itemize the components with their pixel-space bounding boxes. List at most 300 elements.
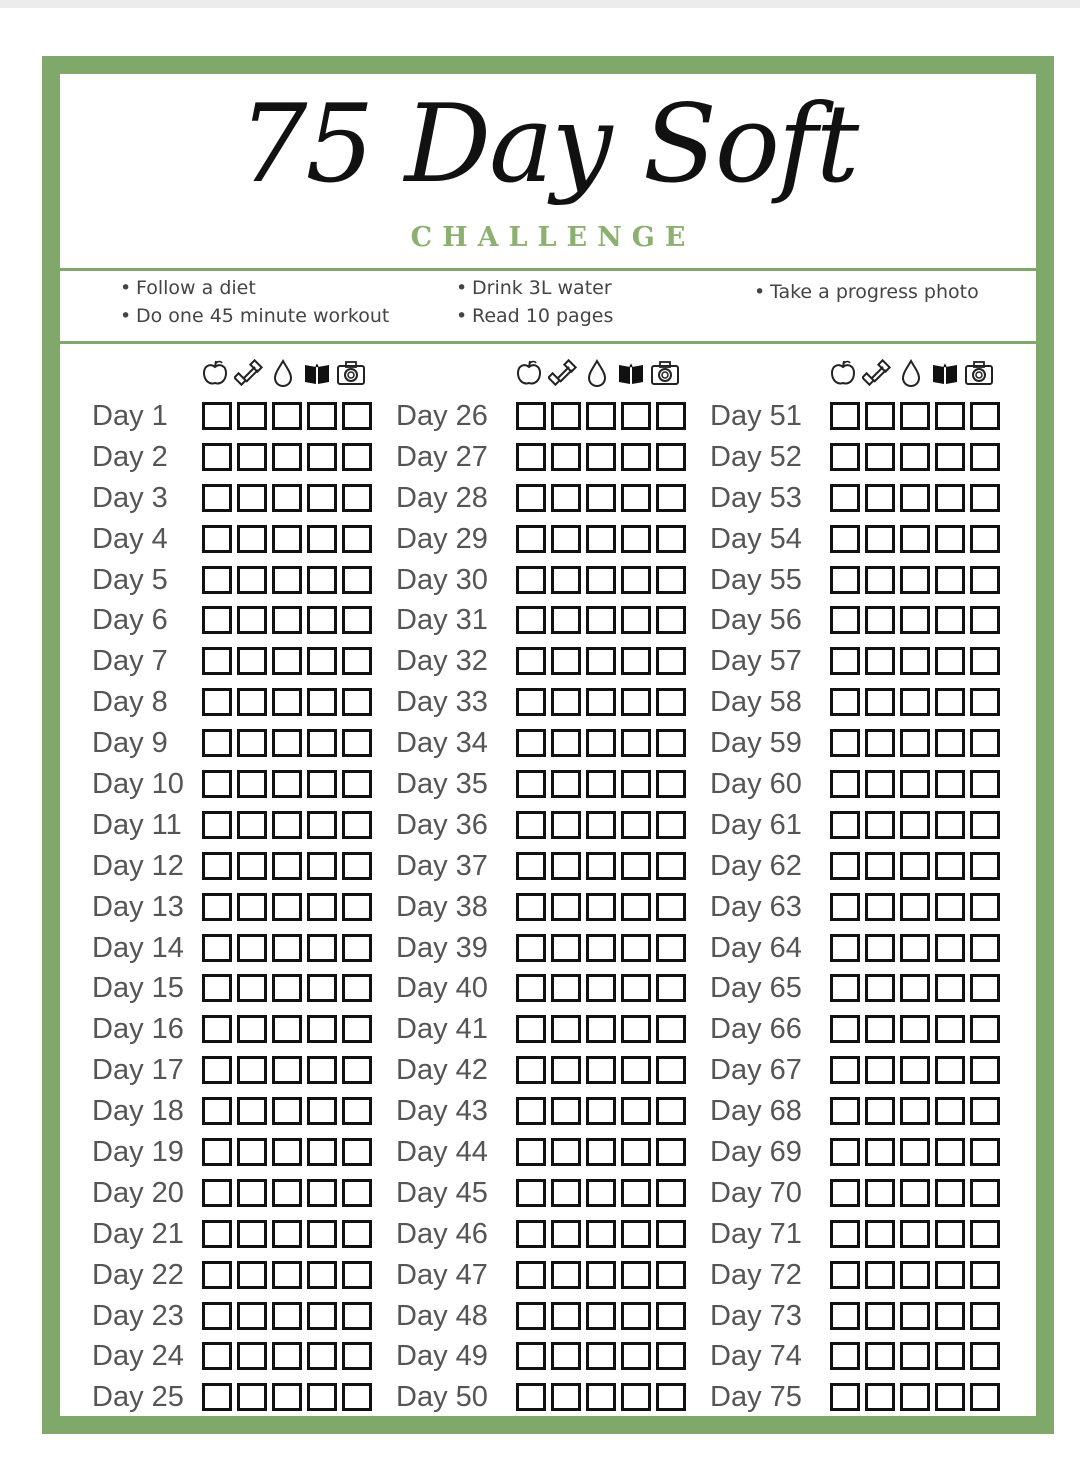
checkbox-dumbbell[interactable] [551,402,581,430]
checkbox-apple[interactable] [202,443,232,471]
checkbox-book[interactable] [935,1179,965,1207]
checkbox-water-drop[interactable] [586,443,616,471]
checkbox-camera[interactable] [342,1097,372,1125]
checkbox-water-drop[interactable] [900,729,930,757]
checkbox-book[interactable] [307,484,337,512]
checkbox-apple[interactable] [516,402,546,430]
checkbox-dumbbell[interactable] [237,974,267,1002]
checkbox-apple[interactable] [202,1342,232,1370]
checkbox-water-drop[interactable] [586,852,616,880]
checkbox-apple[interactable] [830,443,860,471]
checkbox-book[interactable] [935,1138,965,1166]
checkbox-water-drop[interactable] [900,484,930,512]
checkbox-dumbbell[interactable] [865,1138,895,1166]
checkbox-water-drop[interactable] [586,811,616,839]
checkbox-water-drop[interactable] [900,934,930,962]
checkbox-dumbbell[interactable] [551,1383,581,1411]
checkbox-camera[interactable] [656,934,686,962]
checkbox-book[interactable] [621,729,651,757]
checkbox-camera[interactable] [342,566,372,594]
checkbox-water-drop[interactable] [900,1097,930,1125]
checkbox-water-drop[interactable] [900,1342,930,1370]
checkbox-book[interactable] [307,1015,337,1043]
checkbox-book[interactable] [935,1097,965,1125]
checkbox-dumbbell[interactable] [551,1179,581,1207]
checkbox-book[interactable] [935,852,965,880]
checkbox-apple[interactable] [516,566,546,594]
checkbox-dumbbell[interactable] [551,934,581,962]
checkbox-apple[interactable] [516,1302,546,1330]
checkbox-apple[interactable] [202,1138,232,1166]
checkbox-dumbbell[interactable] [551,770,581,798]
checkbox-book[interactable] [307,443,337,471]
checkbox-camera[interactable] [342,688,372,716]
checkbox-apple[interactable] [830,1302,860,1330]
checkbox-apple[interactable] [830,1179,860,1207]
checkbox-book[interactable] [935,893,965,921]
checkbox-water-drop[interactable] [586,566,616,594]
checkbox-camera[interactable] [970,484,1000,512]
checkbox-water-drop[interactable] [900,852,930,880]
checkbox-dumbbell[interactable] [865,729,895,757]
checkbox-book[interactable] [935,811,965,839]
checkbox-apple[interactable] [202,688,232,716]
checkbox-water-drop[interactable] [272,443,302,471]
checkbox-dumbbell[interactable] [865,1302,895,1330]
checkbox-dumbbell[interactable] [551,606,581,634]
checkbox-camera[interactable] [970,1261,1000,1289]
checkbox-book[interactable] [621,566,651,594]
checkbox-dumbbell[interactable] [865,811,895,839]
checkbox-camera[interactable] [970,1220,1000,1248]
checkbox-camera[interactable] [656,1138,686,1166]
checkbox-camera[interactable] [342,1056,372,1084]
checkbox-dumbbell[interactable] [237,1383,267,1411]
checkbox-camera[interactable] [970,1383,1000,1411]
checkbox-apple[interactable] [202,1220,232,1248]
checkbox-dumbbell[interactable] [237,525,267,553]
checkbox-dumbbell[interactable] [237,566,267,594]
checkbox-water-drop[interactable] [900,811,930,839]
checkbox-book[interactable] [935,484,965,512]
checkbox-water-drop[interactable] [900,770,930,798]
checkbox-water-drop[interactable] [900,893,930,921]
checkbox-apple[interactable] [202,1015,232,1043]
checkbox-water-drop[interactable] [272,1179,302,1207]
checkbox-dumbbell[interactable] [551,729,581,757]
checkbox-apple[interactable] [830,688,860,716]
checkbox-book[interactable] [307,1261,337,1289]
checkbox-camera[interactable] [656,770,686,798]
checkbox-water-drop[interactable] [272,934,302,962]
checkbox-apple[interactable] [830,647,860,675]
checkbox-book[interactable] [621,484,651,512]
checkbox-book[interactable] [935,688,965,716]
checkbox-camera[interactable] [656,1015,686,1043]
checkbox-dumbbell[interactable] [237,647,267,675]
checkbox-water-drop[interactable] [586,1015,616,1043]
checkbox-apple[interactable] [516,525,546,553]
checkbox-water-drop[interactable] [900,606,930,634]
checkbox-water-drop[interactable] [586,893,616,921]
checkbox-water-drop[interactable] [900,1015,930,1043]
checkbox-dumbbell[interactable] [551,1342,581,1370]
checkbox-book[interactable] [307,606,337,634]
checkbox-water-drop[interactable] [586,729,616,757]
checkbox-dumbbell[interactable] [237,770,267,798]
checkbox-camera[interactable] [656,1220,686,1248]
checkbox-camera[interactable] [970,893,1000,921]
checkbox-water-drop[interactable] [900,1138,930,1166]
checkbox-book[interactable] [621,1138,651,1166]
checkbox-apple[interactable] [516,1220,546,1248]
checkbox-dumbbell[interactable] [865,566,895,594]
checkbox-camera[interactable] [342,1302,372,1330]
checkbox-apple[interactable] [202,484,232,512]
checkbox-dumbbell[interactable] [237,893,267,921]
checkbox-water-drop[interactable] [586,484,616,512]
checkbox-camera[interactable] [342,606,372,634]
checkbox-water-drop[interactable] [272,811,302,839]
checkbox-water-drop[interactable] [900,1383,930,1411]
checkbox-apple[interactable] [516,1261,546,1289]
checkbox-water-drop[interactable] [586,1097,616,1125]
checkbox-book[interactable] [621,402,651,430]
checkbox-camera[interactable] [970,1342,1000,1370]
checkbox-dumbbell[interactable] [865,1056,895,1084]
checkbox-water-drop[interactable] [586,974,616,1002]
checkbox-apple[interactable] [830,402,860,430]
checkbox-book[interactable] [935,647,965,675]
checkbox-apple[interactable] [830,1383,860,1411]
checkbox-camera[interactable] [342,647,372,675]
checkbox-apple[interactable] [516,934,546,962]
checkbox-camera[interactable] [970,934,1000,962]
checkbox-book[interactable] [621,893,651,921]
checkbox-dumbbell[interactable] [865,893,895,921]
checkbox-camera[interactable] [656,443,686,471]
checkbox-apple[interactable] [202,402,232,430]
checkbox-camera[interactable] [970,1015,1000,1043]
checkbox-apple[interactable] [516,811,546,839]
checkbox-water-drop[interactable] [900,443,930,471]
checkbox-camera[interactable] [970,1056,1000,1084]
checkbox-apple[interactable] [830,1056,860,1084]
checkbox-book[interactable] [307,852,337,880]
checkbox-camera[interactable] [970,974,1000,1002]
checkbox-water-drop[interactable] [586,1261,616,1289]
checkbox-apple[interactable] [830,484,860,512]
checkbox-apple[interactable] [516,1383,546,1411]
checkbox-apple[interactable] [830,566,860,594]
checkbox-camera[interactable] [342,443,372,471]
checkbox-book[interactable] [307,1342,337,1370]
checkbox-dumbbell[interactable] [865,484,895,512]
checkbox-book[interactable] [307,811,337,839]
checkbox-camera[interactable] [342,484,372,512]
checkbox-camera[interactable] [656,893,686,921]
checkbox-apple[interactable] [516,1179,546,1207]
checkbox-dumbbell[interactable] [237,1056,267,1084]
checkbox-water-drop[interactable] [272,647,302,675]
checkbox-water-drop[interactable] [586,1220,616,1248]
checkbox-camera[interactable] [656,688,686,716]
checkbox-book[interactable] [935,770,965,798]
checkbox-book[interactable] [307,566,337,594]
checkbox-water-drop[interactable] [586,688,616,716]
checkbox-camera[interactable] [342,893,372,921]
checkbox-book[interactable] [621,688,651,716]
checkbox-dumbbell[interactable] [551,1097,581,1125]
checkbox-dumbbell[interactable] [865,934,895,962]
checkbox-book[interactable] [621,1383,651,1411]
checkbox-apple[interactable] [830,1220,860,1248]
checkbox-dumbbell[interactable] [551,811,581,839]
checkbox-apple[interactable] [202,525,232,553]
checkbox-camera[interactable] [656,1261,686,1289]
checkbox-camera[interactable] [656,1056,686,1084]
checkbox-book[interactable] [935,525,965,553]
checkbox-book[interactable] [935,974,965,1002]
checkbox-apple[interactable] [830,1342,860,1370]
checkbox-book[interactable] [307,934,337,962]
checkbox-apple[interactable] [516,1097,546,1125]
checkbox-water-drop[interactable] [586,606,616,634]
checkbox-dumbbell[interactable] [865,1220,895,1248]
checkbox-dumbbell[interactable] [551,566,581,594]
checkbox-camera[interactable] [970,811,1000,839]
checkbox-book[interactable] [621,1342,651,1370]
checkbox-apple[interactable] [830,1261,860,1289]
checkbox-dumbbell[interactable] [237,811,267,839]
checkbox-apple[interactable] [516,893,546,921]
checkbox-apple[interactable] [516,974,546,1002]
checkbox-water-drop[interactable] [586,1383,616,1411]
checkbox-book[interactable] [935,1261,965,1289]
checkbox-camera[interactable] [342,1179,372,1207]
checkbox-book[interactable] [307,1302,337,1330]
checkbox-book[interactable] [935,934,965,962]
checkbox-dumbbell[interactable] [551,852,581,880]
checkbox-apple[interactable] [202,811,232,839]
checkbox-water-drop[interactable] [272,893,302,921]
checkbox-apple[interactable] [830,974,860,1002]
checkbox-water-drop[interactable] [900,1261,930,1289]
checkbox-water-drop[interactable] [272,1342,302,1370]
checkbox-water-drop[interactable] [586,1302,616,1330]
checkbox-dumbbell[interactable] [865,1261,895,1289]
checkbox-camera[interactable] [970,1302,1000,1330]
checkbox-dumbbell[interactable] [237,1302,267,1330]
checkbox-water-drop[interactable] [900,402,930,430]
checkbox-apple[interactable] [516,443,546,471]
checkbox-camera[interactable] [342,852,372,880]
checkbox-water-drop[interactable] [272,729,302,757]
checkbox-book[interactable] [935,566,965,594]
checkbox-camera[interactable] [656,402,686,430]
checkbox-book[interactable] [621,443,651,471]
checkbox-dumbbell[interactable] [237,484,267,512]
checkbox-book[interactable] [935,606,965,634]
checkbox-water-drop[interactable] [272,525,302,553]
checkbox-apple[interactable] [202,1179,232,1207]
checkbox-water-drop[interactable] [272,770,302,798]
checkbox-book[interactable] [935,1302,965,1330]
checkbox-water-drop[interactable] [272,1261,302,1289]
checkbox-dumbbell[interactable] [551,484,581,512]
checkbox-camera[interactable] [656,566,686,594]
checkbox-camera[interactable] [342,1015,372,1043]
checkbox-book[interactable] [935,402,965,430]
checkbox-apple[interactable] [516,1056,546,1084]
checkbox-book[interactable] [621,647,651,675]
checkbox-water-drop[interactable] [272,1097,302,1125]
checkbox-water-drop[interactable] [900,566,930,594]
checkbox-camera[interactable] [656,811,686,839]
checkbox-dumbbell[interactable] [237,402,267,430]
checkbox-camera[interactable] [970,770,1000,798]
checkbox-dumbbell[interactable] [865,1179,895,1207]
checkbox-water-drop[interactable] [272,484,302,512]
checkbox-water-drop[interactable] [272,402,302,430]
checkbox-apple[interactable] [516,688,546,716]
checkbox-dumbbell[interactable] [865,1342,895,1370]
checkbox-dumbbell[interactable] [865,688,895,716]
checkbox-dumbbell[interactable] [237,1015,267,1043]
checkbox-apple[interactable] [516,1138,546,1166]
checkbox-apple[interactable] [830,770,860,798]
checkbox-camera[interactable] [970,688,1000,716]
checkbox-dumbbell[interactable] [865,1383,895,1411]
checkbox-camera[interactable] [970,525,1000,553]
checkbox-apple[interactable] [516,484,546,512]
checkbox-camera[interactable] [656,1302,686,1330]
checkbox-book[interactable] [307,770,337,798]
checkbox-apple[interactable] [202,1261,232,1289]
checkbox-water-drop[interactable] [900,647,930,675]
checkbox-dumbbell[interactable] [865,852,895,880]
checkbox-dumbbell[interactable] [865,443,895,471]
checkbox-book[interactable] [621,606,651,634]
checkbox-camera[interactable] [342,1138,372,1166]
checkbox-book[interactable] [307,525,337,553]
checkbox-camera[interactable] [656,1342,686,1370]
checkbox-water-drop[interactable] [272,688,302,716]
checkbox-apple[interactable] [202,729,232,757]
checkbox-dumbbell[interactable] [551,647,581,675]
checkbox-apple[interactable] [202,770,232,798]
checkbox-camera[interactable] [656,1179,686,1207]
checkbox-dumbbell[interactable] [551,443,581,471]
checkbox-apple[interactable] [202,1383,232,1411]
checkbox-apple[interactable] [202,893,232,921]
checkbox-apple[interactable] [516,770,546,798]
checkbox-camera[interactable] [970,1138,1000,1166]
checkbox-dumbbell[interactable] [551,1015,581,1043]
checkbox-camera[interactable] [970,852,1000,880]
checkbox-water-drop[interactable] [272,1220,302,1248]
checkbox-book[interactable] [621,1097,651,1125]
checkbox-water-drop[interactable] [586,770,616,798]
checkbox-camera[interactable] [342,974,372,1002]
checkbox-dumbbell[interactable] [237,729,267,757]
checkbox-water-drop[interactable] [586,402,616,430]
checkbox-apple[interactable] [516,1342,546,1370]
checkbox-camera[interactable] [656,484,686,512]
checkbox-camera[interactable] [342,1220,372,1248]
checkbox-water-drop[interactable] [900,1179,930,1207]
checkbox-apple[interactable] [202,606,232,634]
checkbox-apple[interactable] [830,1015,860,1043]
checkbox-dumbbell[interactable] [237,443,267,471]
checkbox-dumbbell[interactable] [865,647,895,675]
checkbox-apple[interactable] [830,606,860,634]
checkbox-dumbbell[interactable] [865,770,895,798]
checkbox-book[interactable] [621,525,651,553]
checkbox-water-drop[interactable] [900,1056,930,1084]
checkbox-apple[interactable] [202,974,232,1002]
checkbox-apple[interactable] [202,647,232,675]
checkbox-apple[interactable] [516,1015,546,1043]
checkbox-book[interactable] [621,1015,651,1043]
checkbox-water-drop[interactable] [272,1383,302,1411]
checkbox-camera[interactable] [970,402,1000,430]
checkbox-water-drop[interactable] [272,1302,302,1330]
checkbox-dumbbell[interactable] [237,688,267,716]
checkbox-book[interactable] [621,1302,651,1330]
checkbox-apple[interactable] [202,1302,232,1330]
checkbox-camera[interactable] [656,525,686,553]
checkbox-camera[interactable] [656,1383,686,1411]
checkbox-apple[interactable] [516,606,546,634]
checkbox-dumbbell[interactable] [865,606,895,634]
checkbox-dumbbell[interactable] [237,852,267,880]
checkbox-dumbbell[interactable] [551,525,581,553]
checkbox-apple[interactable] [830,729,860,757]
checkbox-apple[interactable] [202,1097,232,1125]
checkbox-camera[interactable] [970,606,1000,634]
checkbox-camera[interactable] [342,1261,372,1289]
checkbox-book[interactable] [935,443,965,471]
checkbox-dumbbell[interactable] [237,606,267,634]
checkbox-book[interactable] [621,1179,651,1207]
checkbox-book[interactable] [307,647,337,675]
checkbox-water-drop[interactable] [586,934,616,962]
checkbox-water-drop[interactable] [586,1179,616,1207]
checkbox-dumbbell[interactable] [865,525,895,553]
checkbox-dumbbell[interactable] [237,1097,267,1125]
checkbox-book[interactable] [621,1261,651,1289]
checkbox-dumbbell[interactable] [237,1342,267,1370]
checkbox-camera[interactable] [342,1383,372,1411]
checkbox-apple[interactable] [202,852,232,880]
checkbox-camera[interactable] [970,1179,1000,1207]
checkbox-camera[interactable] [970,1097,1000,1125]
checkbox-book[interactable] [307,1056,337,1084]
checkbox-water-drop[interactable] [586,525,616,553]
checkbox-water-drop[interactable] [272,974,302,1002]
checkbox-apple[interactable] [516,729,546,757]
checkbox-apple[interactable] [830,893,860,921]
checkbox-camera[interactable] [656,852,686,880]
checkbox-apple[interactable] [516,647,546,675]
checkbox-dumbbell[interactable] [551,974,581,1002]
checkbox-book[interactable] [307,729,337,757]
checkbox-dumbbell[interactable] [865,1015,895,1043]
checkbox-dumbbell[interactable] [551,1261,581,1289]
checkbox-book[interactable] [935,1015,965,1043]
checkbox-book[interactable] [621,852,651,880]
